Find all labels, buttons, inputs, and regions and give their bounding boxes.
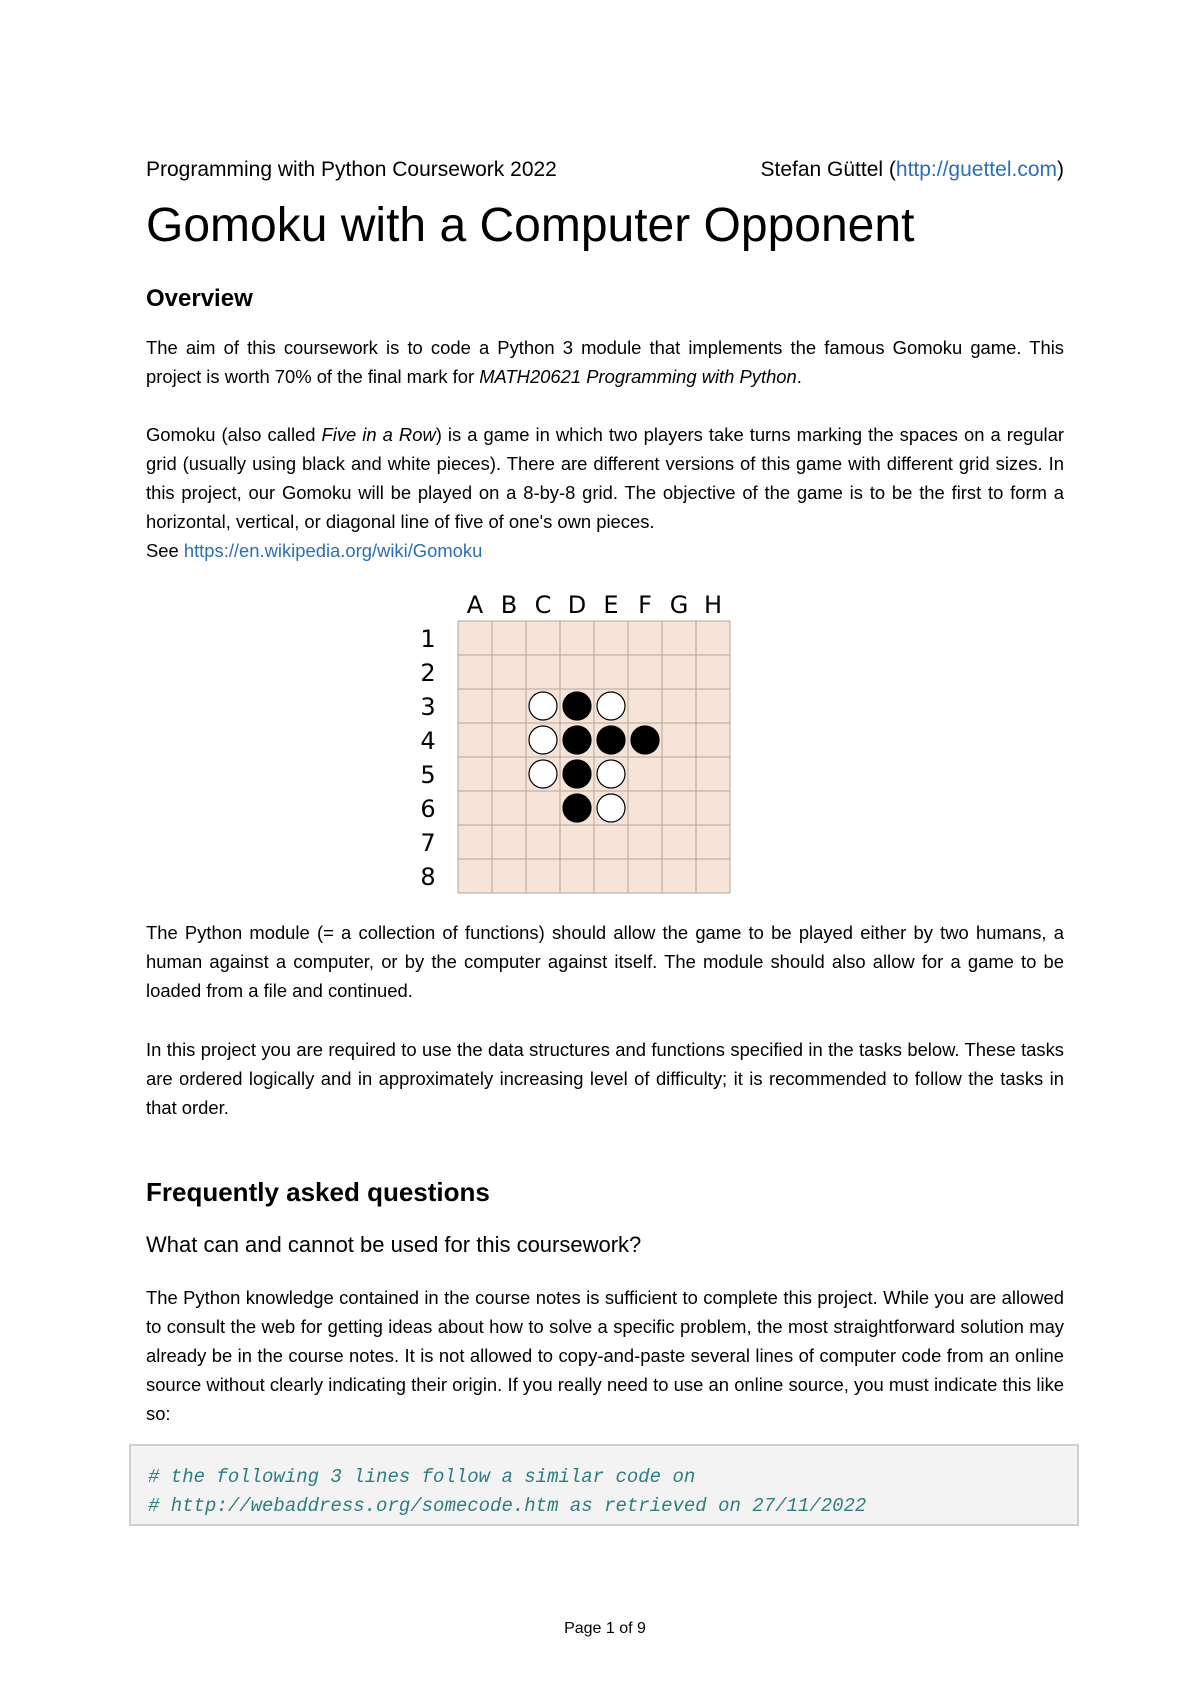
row-label: 7 — [420, 829, 436, 857]
black-piece — [563, 760, 591, 788]
row-label: 4 — [420, 727, 436, 755]
overview-p1-text: The aim of this coursework is to code a Python 3 module that implements the famous Gomoku game. This project is worth 70% of the final mark for — [146, 337, 1064, 387]
author-line: Stefan Güttel (http://guettel.com) — [760, 158, 1064, 181]
column-label: B — [500, 591, 518, 619]
code-comment-line-1: # the following 3 lines follow a similar code on — [148, 1466, 696, 1488]
course-label: Programming with Python Coursework 2022 — [146, 158, 557, 181]
see-label: See — [146, 540, 184, 561]
black-piece — [563, 794, 591, 822]
overview-p2-text: ) is a game in which two players take turns marking the spaces on a regular grid (usually using black and white pieces). There are different versions of this game with different grid sizes. In this project, our Gomoku will be played on a 8-by-8 grid. The objective of the game is to be the first to form a horizontal, vertical, or diagonal line of five of one's own pieces. — [146, 424, 1064, 532]
white-piece — [529, 726, 557, 754]
overview-paragraph-2 — [146, 420, 1064, 565]
column-label: D — [567, 591, 587, 619]
code-example-block — [129, 1444, 1079, 1526]
requirements-paragraph: In this project you are required to use the data structures and functions specified in the tasks below. These tasks are ordered logically and in approximately increasing level of difficulty; it is recommended to follow the tasks in that order. — [146, 1039, 1064, 1118]
white-piece — [597, 692, 625, 720]
row-label: 8 — [420, 863, 436, 891]
black-piece — [563, 726, 591, 754]
white-piece — [529, 760, 557, 788]
column-label: C — [534, 591, 552, 619]
module-description-paragraph: The Python module (= a collection of functions) should allow the game to be played either by two humans, a human against a computer, or by the computer against itself. The module should also allow for a game to be loaded from a file and continued. — [146, 922, 1064, 1001]
column-label: E — [603, 591, 619, 619]
black-piece — [597, 726, 625, 754]
black-piece — [631, 726, 659, 754]
faq-question-heading: What can and cannot be used for this coursework? — [146, 1232, 642, 1257]
column-label: G — [669, 591, 689, 619]
faq-answer-paragraph: The Python knowledge contained in the course notes is sufficient to complete this project. While you are allowed to consult the web for getting ideas about how to solve a specific problem, the most straightforward solution may already be in the course notes. It is not allowed to copy-and-paste several lines of computer code from an online source without clearly indicating their origin. If you really need to use an online source, you must indicate this like so: — [146, 1287, 1064, 1424]
row-label: 5 — [420, 761, 436, 789]
white-piece — [529, 692, 557, 720]
row-label: 3 — [420, 693, 436, 721]
wikipedia-link[interactable]: https://en.wikipedia.org/wiki/Gomoku — [183, 540, 483, 561]
column-label: F — [638, 591, 652, 619]
overview-paragraph-1 — [146, 333, 1064, 391]
author-name: Stefan Güttel — [760, 158, 884, 181]
overview-heading: Overview — [146, 285, 253, 312]
column-label: A — [466, 591, 484, 619]
row-label: 2 — [420, 659, 436, 687]
black-piece — [563, 692, 591, 720]
row-label: 6 — [420, 795, 436, 823]
row-label: 1 — [420, 625, 436, 653]
author-url-link[interactable]: http://guettel.com — [895, 158, 1057, 181]
white-piece — [597, 760, 625, 788]
overview-p1-end: . — [796, 366, 802, 387]
course-code-emphasis: MATH20621 Programming with Python — [479, 366, 797, 387]
faq-heading: Frequently asked questions — [146, 1177, 490, 1207]
overview-p2-start: Gomoku (also called — [146, 424, 322, 445]
page-title: Gomoku with a Computer Opponent — [146, 199, 915, 252]
column-label: H — [703, 591, 723, 619]
gomoku-board-figure — [402, 585, 862, 895]
code-comment-line-2: # http://webaddress.org/somecode.htm as retrieved on 27/11/2022 — [148, 1495, 867, 1517]
page-number: Page 1 of 9 — [564, 1620, 646, 1637]
white-piece — [597, 794, 625, 822]
five-in-a-row-emphasis: Five in a Row — [321, 424, 436, 445]
